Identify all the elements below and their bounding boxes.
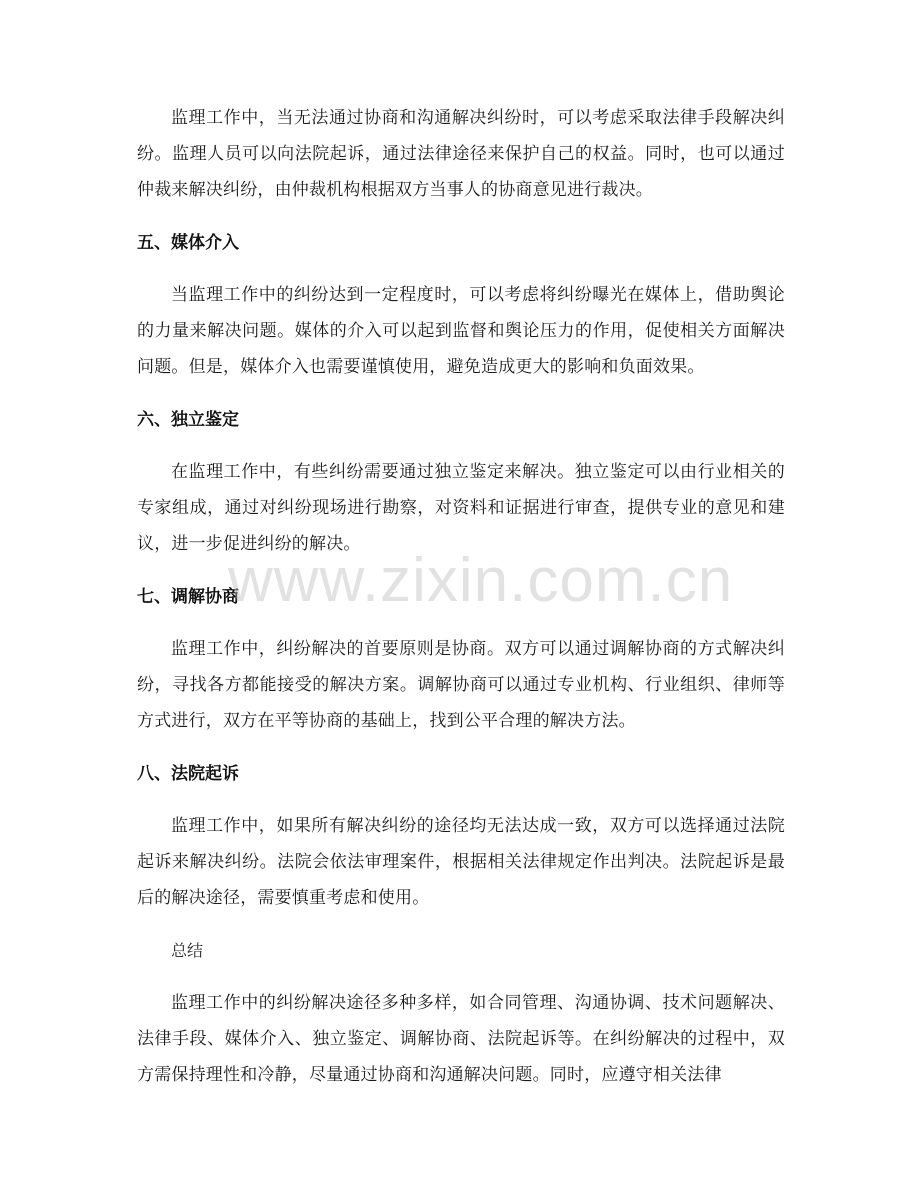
watermark: www.zixin.com.cn (228, 546, 734, 615)
section-heading-appraisal: 六、独立鉴定 (137, 410, 239, 430)
section-paragraph-media: 当监理工作中的纠纷达到一定程度时，可以考虑将纠纷曝光在媒体上，借助舆论的力量来解决问题。媒体的介入可以起到监督和舆论压力的作用，促使相关方面解决问题。但是，媒体介入也需要谨慎使用，避免造成更大的影响和负面效果。 (137, 285, 785, 377)
section-heading-lawsuit: 八、法院起诉 (137, 764, 239, 784)
summary-paragraph: 监理工作中的纠纷解决途径多种多样，如合同管理、沟通协调、技术问题解决、法律手段、媒体介入、独立鉴定、调解协商、法院起诉等。在纠纷解决的过程中，双方需保持理性和冷静，尽量通过协商和沟通解决问题。同时，应遵守相关法律 (137, 993, 785, 1085)
section-paragraph-mediation: 监理工作中，纠纷解决的首要原则是协商。双方可以通过调解协商的方式解决纠纷，寻找各方都能接受的解决方案。调解协商可以通过专业机构、行业组织、律师等方式进行，双方在平等协商的基础上，找到公平合理的解决方法。 (137, 639, 785, 731)
intro-paragraph: 监理工作中，当无法通过协商和沟通解决纠纷时，可以考虑采取法律手段解决纠纷。监理人员可以向法院起诉，通过法律途径来保护自己的权益。同时，也可以通过仲裁来解决纠纷，由仲裁机构根据双方当事人的协商意见进行裁决。 (137, 108, 785, 200)
summary-label: 总结 (171, 941, 204, 960)
section-heading-media: 五、媒体介入 (137, 233, 239, 253)
document-body (137, 100, 785, 1110)
section-heading-mediation: 七、调解协商 (137, 587, 239, 607)
section-paragraph-lawsuit: 监理工作中，如果所有解决纠纷的途径均无法达成一致，双方可以选择通过法院起诉来解决纠纷。法院会依法审理案件，根据相关法律规定作出判决。法院起诉是最后的解决途径，需要慎重考虑和使用。 (137, 816, 785, 908)
section-paragraph-appraisal: 在监理工作中，有些纠纷需要通过独立鉴定来解决。独立鉴定可以由行业相关的专家组成，通过对纠纷现场进行勘察，对资料和证据进行审查，提供专业的意见和建议，进一步促进纠纷的解决。 (137, 462, 785, 554)
